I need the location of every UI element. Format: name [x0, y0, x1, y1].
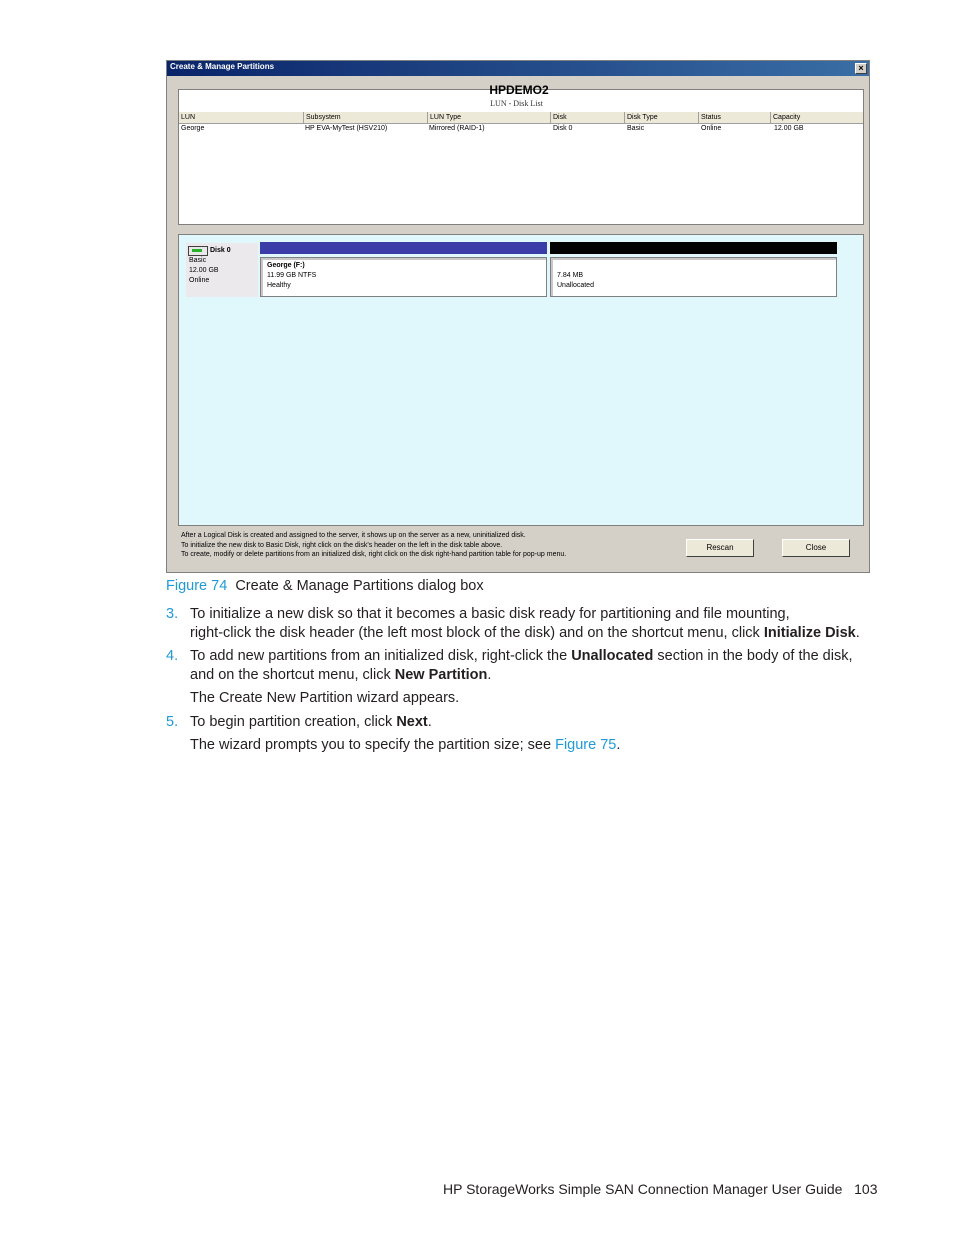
- step-4-line-1: To add new partitions from an initialized disk, right-click the Unallocated section in the body of the disk,: [190, 648, 853, 664]
- initialize-disk-term: Initialize Disk: [763, 625, 856, 641]
- step-3-line-1: To initialize a new disk so that it becomes a basic disk ready for partitioning and file mounting,: [190, 606, 790, 622]
- figure-caption: [166, 578, 484, 594]
- close-icon[interactable]: ×: [855, 63, 867, 74]
- disk-name: Disk 0: [210, 247, 231, 254]
- cell-lun: George: [181, 125, 205, 132]
- hostname-title: HPDEMO2: [489, 83, 549, 97]
- cell-disk: Disk 0: [553, 125, 573, 132]
- column-header-disk[interactable]: Disk: [550, 112, 624, 123]
- cell-capacity: 12.00 GB: [774, 125, 804, 132]
- column-header-lun[interactable]: LUN: [181, 114, 196, 121]
- disk-icon: [188, 246, 208, 256]
- column-header-subsystem[interactable]: Subsystem: [303, 112, 427, 123]
- close-button[interactable]: Close: [782, 539, 850, 557]
- disk-area: [178, 234, 864, 526]
- step-5-number: 5.: [166, 714, 179, 730]
- lun-list-title: LUN - Disk List: [490, 99, 543, 108]
- partition-name: George (F:): [267, 262, 305, 269]
- table-row[interactable]: [179, 90, 863, 224]
- dialog-title-bar: [167, 61, 869, 76]
- info-line-1: After a Logical Disk is created and assigned to the server, it shows up on the server as a new, uninitialized disk.: [181, 532, 526, 539]
- partition-george[interactable]: [260, 257, 547, 297]
- step-5-line-1: To begin partition creation, click Next.: [190, 714, 432, 730]
- dialog-title: Create & Manage Partitions: [170, 62, 275, 71]
- next-term: Next: [396, 714, 428, 730]
- step-3-number: 3.: [166, 606, 179, 622]
- page-number: 103: [854, 1181, 878, 1197]
- step-4-line-2: and on the shortcut menu, click New Partition.: [190, 667, 492, 683]
- info-text: [181, 531, 566, 560]
- unallocated-size: 7.84 MB: [557, 272, 584, 279]
- partition-bar-george: [260, 242, 547, 254]
- info-line-2: To initialize the new disk to Basic Disk, right click on the disk's header on the left in the disk table above.: [181, 541, 503, 549]
- column-header-disk-type[interactable]: Disk Type: [624, 112, 698, 123]
- cell-subsystem: HP EVA-MyTest (HSV210): [305, 125, 388, 132]
- disk-size: 12.00 GB: [189, 267, 219, 274]
- create-manage-partitions-dialog: [166, 60, 870, 573]
- footer-title: HP StorageWorks Simple SAN Connection Manager User Guide: [443, 1181, 843, 1197]
- cell-disk-type: Basic: [627, 125, 645, 132]
- partition-unallocated[interactable]: [550, 257, 837, 297]
- cell-lun-type: Mirrored (RAID-1): [429, 125, 485, 132]
- partition-status: Healthy: [267, 282, 291, 289]
- lun-disk-list-panel: [178, 83, 864, 225]
- figure-caption-text: Create & Manage Partitions dialog box: [235, 578, 484, 594]
- column-header-lun-type[interactable]: LUN Type: [427, 112, 550, 123]
- column-header-capacity[interactable]: Capacity: [770, 112, 863, 123]
- step-3-line-2: right-click the disk header (the left most block of the disk) and on the shortcut menu, click Initialize Disk.: [190, 625, 860, 641]
- disk-status: Online: [189, 277, 210, 284]
- unallocated-status: Unallocated: [557, 282, 594, 289]
- step-5-followup: The wizard prompts you to specify the partition size; see Figure 75.: [190, 737, 621, 753]
- disk-header[interactable]: [186, 243, 258, 297]
- unallocated-term: Unallocated: [571, 648, 654, 664]
- new-partition-term: New Partition: [394, 667, 488, 683]
- partition-bar-unallocated: [550, 242, 837, 254]
- figure-label: Figure 74: [166, 578, 228, 594]
- partition-detail: 11.99 GB NTFS: [267, 272, 317, 279]
- rescan-button[interactable]: Rescan: [686, 539, 754, 557]
- disk-type: Basic: [189, 257, 207, 264]
- info-line-3: To create, modify or delete partitions from an initialized disk, right click on the disk right-hand partition table for pop-up menu.: [181, 551, 567, 558]
- figure-75-link[interactable]: Figure 75: [555, 737, 617, 753]
- column-header-status[interactable]: Status: [698, 112, 770, 123]
- step-4-number: 4.: [166, 648, 179, 664]
- step-4-followup: The Create New Partition wizard appears.: [190, 690, 460, 706]
- page-footer: [443, 1181, 877, 1197]
- cell-status: Online: [701, 125, 722, 132]
